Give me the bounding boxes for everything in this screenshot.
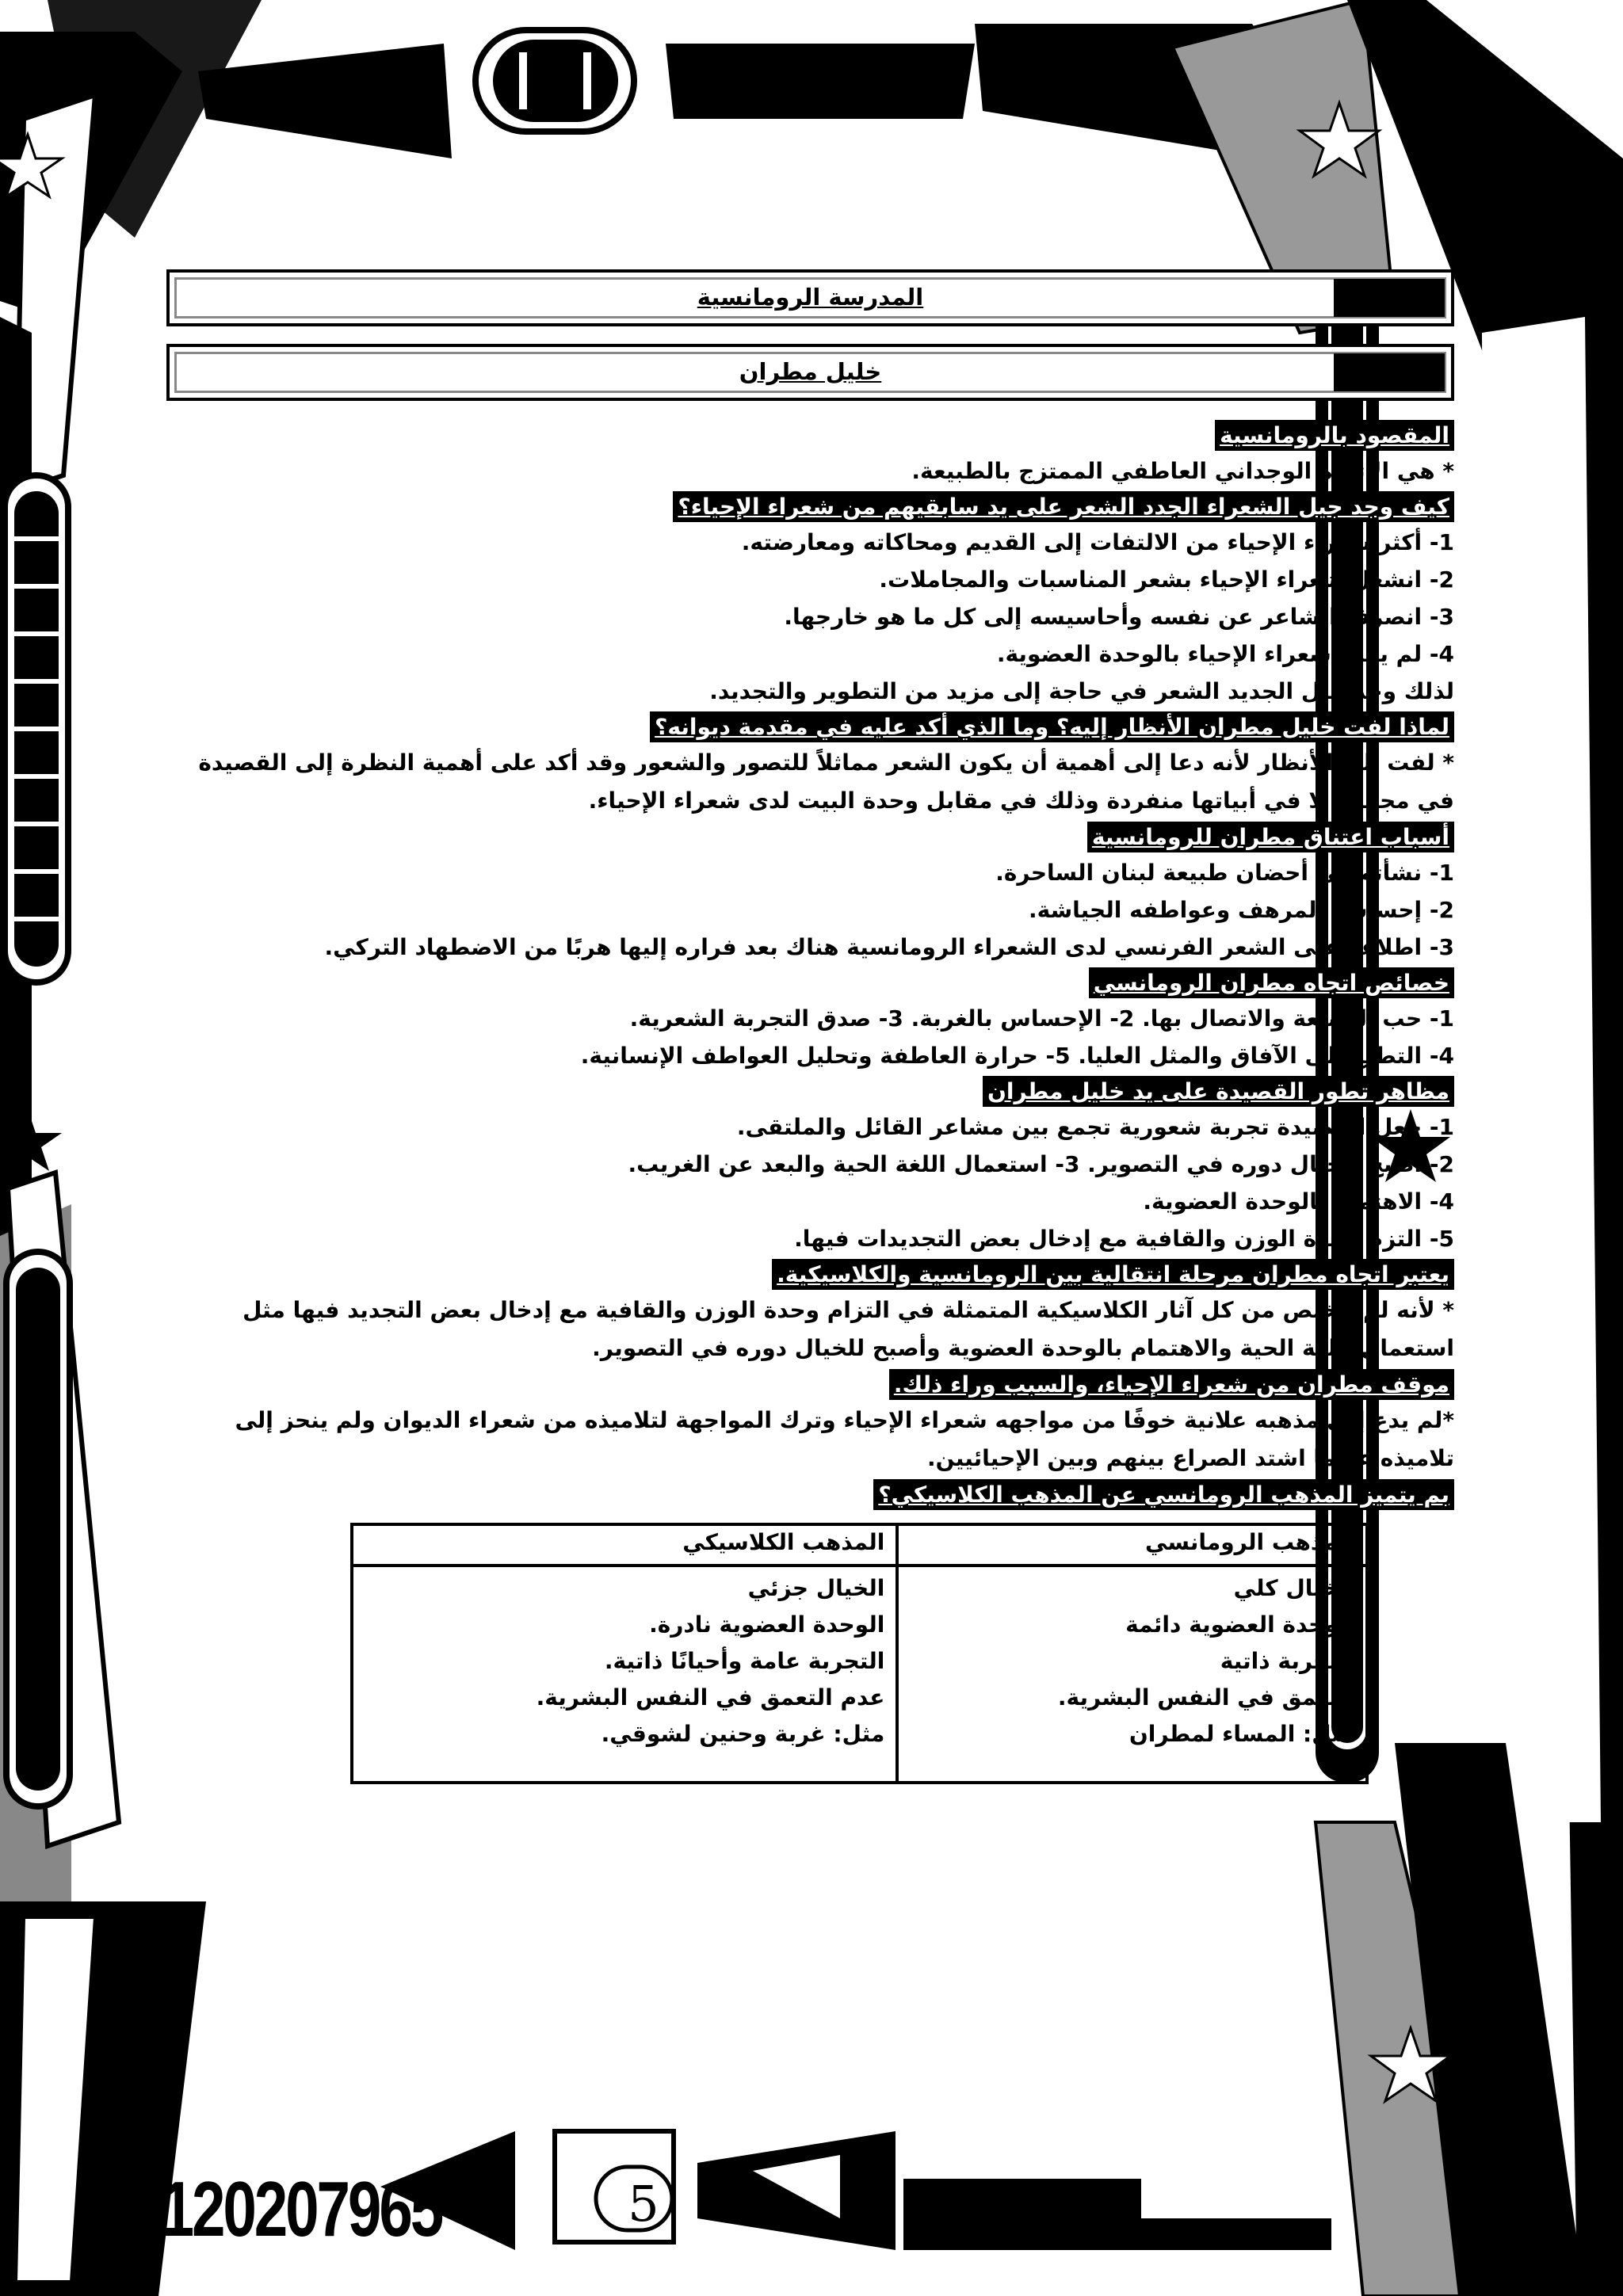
section-heading: بم يتميز المذهب الرومانسي عن المذهب الكلاسيكي؟: [873, 1479, 1454, 1510]
section-line: 2- انشغل شعراء الإحياء بشعر المناسبات والمجاملات.: [879, 566, 1454, 593]
section-line: لذلك وجد جيل الجديد الشعر في حاجة إلى مزيد من التطوير والتجديد.: [709, 678, 1454, 704]
bottom-banner: [380, 2131, 1331, 2250]
section-position: [166, 1367, 1454, 1478]
list-item: التجربة عامة وأحيانًا ذاتية.: [604, 1648, 885, 1674]
list-item: التعمق في النفس البشرية.: [1057, 1684, 1354, 1711]
section-definition: [166, 418, 1454, 490]
section-paragraph: *لم يدع إلى مذهبه علانية خوفًا من مواجهه شعراء الإحياء وترك المواجهة لتلاميذه من شعراء الديوان ولم ينحز إلى تلاميذه عندما اشتد الصراع بينهم وبين الإحيائيين.: [235, 1407, 1454, 1471]
section-line: 5- التزم وحدة الوزن والقافية مع إدخال بعض التجديدات فيها.: [794, 1226, 1454, 1252]
list-item: مثل: المساء لمطران: [1128, 1721, 1354, 1747]
list-item: الوحدة العضوية نادرة.: [649, 1611, 885, 1638]
table-row: [352, 1566, 1367, 1783]
top-banner: [198, 24, 1300, 158]
list-item: الخيال جزئي: [747, 1575, 885, 1601]
list-item: مثل: غربة وحنين لشوقي.: [601, 1721, 885, 1747]
phone-number: 01120207965: [101, 2165, 442, 2252]
section-characteristics: [166, 966, 1454, 1074]
section-heading: لماذا لفت خليل مطران الأنظار إليه؟ وما الذي أكد عليه في مقدمة ديوانه؟: [650, 711, 1454, 742]
section-development: [166, 1074, 1454, 1257]
section-heading: مظاهر تطور القصيدة على يد خليل مطران: [983, 1076, 1454, 1107]
classic-column: [352, 1566, 897, 1783]
list-item: التجربة ذاتية: [1220, 1648, 1354, 1674]
section-line: 3- اطلاعه على الشعر الفرنسي لدى الشعراء الرومانسية هناك بعد فراره إليها هربًا من الاضطهاد التركي.: [324, 934, 1454, 960]
section-mutran-attention: [166, 710, 1454, 820]
section-line: 1- جعل القصيدة تجربة شعورية تجمع بين مشاعر القائل والملتقى.: [736, 1114, 1454, 1140]
comparison-table: [350, 1523, 1369, 1784]
section-line: 4- الاهتمام بالوحدة العضوية.: [1143, 1188, 1454, 1215]
page-number: 5: [628, 2175, 659, 2233]
section-reasons: [166, 820, 1454, 966]
list-item: عدم التعمق في النفس البشرية.: [536, 1684, 885, 1711]
section-heading: موقف مطران من شعراء الإحياء، والسبب وراء ذلك.: [889, 1369, 1454, 1400]
section-line: 3- انصرف الشاعر عن نفسه وأحاسيسه إلى كل ما هو خارجها.: [784, 604, 1454, 630]
section-line: * هي الاتجاه الوجداني العاطفي الممتزج بالطبيعة.: [911, 458, 1454, 484]
section-heading: المقصود بالرومانسية: [1215, 420, 1454, 451]
poet-title-box: [166, 344, 1454, 401]
section-comparison: [166, 1478, 1454, 1784]
poet-title: خليل مطران: [739, 358, 882, 385]
page-title-box: [166, 269, 1454, 326]
section-previous-generation: [166, 490, 1454, 710]
page-content: [166, 269, 1454, 1784]
classic-column-header: المذهب الكلاسيكي: [352, 1524, 897, 1566]
section-line: 1- أكثر شعراء الإحياء من الالتفات إلى القديم ومحاكاته ومعارضته.: [741, 529, 1454, 555]
section-line: 2- إحساسه المرهف وعواطفه الجياشة.: [1028, 897, 1454, 923]
page-title: المدرسة الرومانسية: [697, 284, 924, 311]
section-heading: خصائص اتجاه مطران الرومانسي: [1089, 967, 1454, 998]
table-header-row: [352, 1524, 1367, 1566]
section-heading: يعتبر اتجاه مطران مرحلة انتقالية بين الرومانسية والكلاسيكية.: [772, 1259, 1454, 1290]
section-line: 4- التطلع إلى الآفاق والمثل العليا. 5- حرارة العاطفة وتحليل العواطف الإنسانية.: [580, 1043, 1454, 1069]
section-transitional: [166, 1257, 1454, 1367]
section-heading: أسباب اعتناق مطران للرومانسية: [1087, 822, 1454, 852]
romantic-column-header: المذهب الرومانسي: [897, 1524, 1367, 1566]
section-heading: كيف وجد جيل الشعراء الجدد الشعر على يد سابقيهم من شعراء الإحياء؟: [673, 491, 1454, 522]
list-item: الوحدة العضوية دائمة: [1125, 1611, 1354, 1638]
section-line: 4- لم يهتم شعراء الإحياء بالوحدة العضوية.: [996, 641, 1454, 667]
list-item: الخيال كلي: [1233, 1575, 1354, 1601]
section-line: 1- نشأته في أحضان طبيعة لبنان الساحرة.: [995, 860, 1454, 886]
romantic-column: [897, 1566, 1367, 1783]
section-line: 2- أصبح للخيال دوره في التصوير. 3- استعمال اللغة الحية والبعد عن الغريب.: [628, 1151, 1454, 1177]
section-paragraph: * لفت إليه الأنظار لأنه دعا إلى أهمية أن يكون الشعر مماثلاً للتصور والشعور وقد أكد على أهمية النظرة إلى القصيدة في مجملها لا في أبياتها منفردة وذلك في مقابل وحدة البيت لدى شعراء الإحياء.: [198, 749, 1454, 814]
section-paragraph: * لأنه لم يتخلص من كل آثار الكلاسيكية المتمثلة في التزام وحدة الوزن والقافية مع إدخال بعض التجديد فيها مثل استعمال اللغة الحية والاهتمام بالوحدة العضوية وأصبح للخيال دوره في التصوير.: [242, 1297, 1454, 1361]
section-line: 1- حب الطبيعة والاتصال بها. 2- الإحساس بالغربة. 3- صدق التجربة الشعرية.: [629, 1005, 1454, 1032]
